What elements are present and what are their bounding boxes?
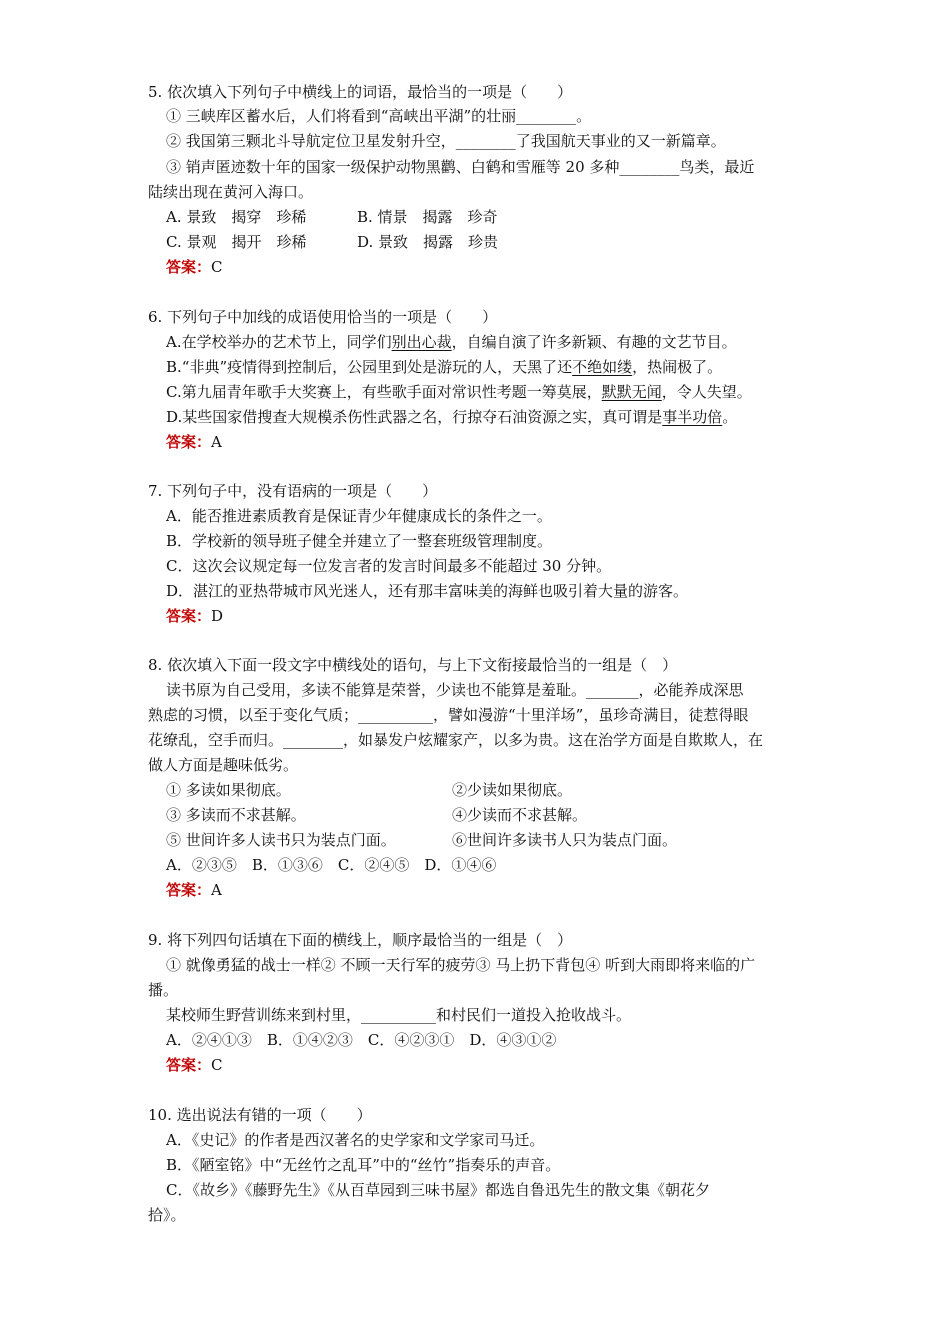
- q5-option-b: B. 情景 揭露 珍奇: [357, 208, 498, 226]
- q6-option-d-idiom: 事半功倍: [662, 408, 723, 426]
- q9-sentences-cont: 播。: [148, 981, 179, 999]
- q10-stem: 10. 选出说法有错的一项（ ）: [148, 1106, 372, 1124]
- q6-option-c-text-end: ，令人失望。: [661, 383, 752, 401]
- q5-answer: [166, 257, 223, 277]
- answer-label: 答案：: [166, 258, 212, 276]
- q5-option-c: C. 景观 揭开 珍稀: [166, 233, 307, 251]
- q6-option-b-text-end: ，热闹极了。: [632, 358, 723, 376]
- q8-choice-6: ⑥世间许多读书人只为装点门面。: [452, 831, 678, 849]
- q5-sentence-2: ② 我国第三颗北斗导航定位卫星发射升空，________了我国航天事业的又一新篇章。: [166, 132, 726, 150]
- q6-option-d-text: D.某些国家借搜查大规模杀伤性武器之名，行掠夺石油资源之实，真可谓是: [166, 408, 663, 426]
- q6-option-b-text: B.“非典”疫情得到控制后，公园里到处是游玩的人，天黑了还: [166, 358, 573, 376]
- answer-label: 答案：: [166, 433, 212, 451]
- q6-option-b-idiom: 不绝如缕: [572, 358, 633, 376]
- q6-option-a: [166, 332, 737, 352]
- q5-stem: 5. 依次填入下列句子中横线上的词语，最恰当的一项是（ ）: [148, 83, 573, 101]
- answer-label: 答案：: [166, 1056, 212, 1074]
- q7-answer: [166, 606, 223, 626]
- answer-label: 答案：: [166, 881, 212, 899]
- answer-value: C: [211, 258, 223, 276]
- q5-sentence-1: ① 三峡库区蓄水后，人们将看到“高峡出平湖”的壮丽________。: [166, 107, 592, 125]
- answer-value: C: [211, 1056, 223, 1074]
- q8-passage-line-2: 熟虑的习惯，以至于变化气质；__________，譬如漫游“十里洋场”，虽珍奇满目，徒惹得眼: [148, 706, 749, 724]
- q8-choice-2: ②少读如果彻底。: [452, 781, 573, 799]
- q5-sentence-3: ③ 销声匿迹数十年的国家一级保护动物黑鹳、白鹤和雪雁等 20 多种________鸟类，最近: [166, 158, 755, 176]
- q8-stem: 8. 依次填入下面一段文字中横线处的语句，与上下文衔接最恰当的一组是（ ）: [148, 656, 678, 674]
- q8-answer: [166, 880, 222, 900]
- q6-option-d-text-end: 。: [722, 408, 738, 426]
- q7-option-d: D．湛江的亚热带城市风光迷人，还有那丰富味美的海鲜也吸引着大量的游客。: [166, 582, 689, 600]
- q6-option-a-idiom: 别出心裁: [391, 333, 452, 351]
- q6-option-c-text: C.第九届青年歌手大奖赛上，有些歌手面对常识性考题一筹莫展，: [166, 383, 602, 401]
- q10-option-b: B．《陋室铭》中“无丝竹之乱耳”中的“丝竹”指奏乐的声音。: [166, 1156, 561, 1174]
- answer-value: A: [211, 881, 222, 899]
- q9-answer: [166, 1055, 223, 1075]
- q10-option-c-cont: 拾》。: [148, 1206, 186, 1224]
- q8-choice-4: ④少读而不求甚解。: [452, 806, 588, 824]
- q10-option-c: C．《故乡》《藤野先生》《从百草园到三味书屋》都选自鲁迅先生的散文集《朝花夕: [166, 1181, 710, 1199]
- q8-passage-line-1: 读书原为自己受用，多读不能算是荣誉，少读也不能算是羞耻。_______，必能养成深思: [166, 681, 744, 699]
- q9-sentences: ① 就像勇猛的战士一样② 不顾一天行军的疲劳③ 马上扔下背包④ 听到大雨即将来临的广: [166, 956, 756, 974]
- q8-passage-line-3: 花缭乱，空手而归。________，如暴发户炫耀家产，以多为贵。这在治学方面是自欺欺人，在: [148, 731, 764, 749]
- answer-label: 答案：: [166, 607, 212, 625]
- q9-options: A．②④①③ B．①④②③ C．④②③① D．④③①②: [166, 1031, 557, 1049]
- answer-value: D: [211, 607, 224, 625]
- q7-option-a: A．能否推进素质教育是保证青少年健康成长的条件之一。: [166, 507, 552, 525]
- q6-answer: [166, 432, 222, 452]
- q9-stem: 9. 将下列四句话填在下面的横线上，顺序最恰当的一组是（ ）: [148, 931, 573, 949]
- q8-choice-5: ⑤ 世间许多人读书只为装点门面。: [166, 831, 396, 849]
- q6-stem: 6. 下列句子中加线的成语使用恰当的一项是（ ）: [148, 308, 498, 326]
- q5-option-a: A. 景致 揭穿 珍稀: [166, 208, 307, 226]
- answer-value: A: [211, 433, 222, 451]
- q9-passage: 某校师生野营训练来到村里，__________和村民们一道投入抢收战斗。: [166, 1006, 632, 1024]
- q6-option-d: [166, 407, 737, 427]
- q6-option-b: [166, 357, 722, 377]
- q8-passage-line-4: 做人方面是趣味低劣。: [148, 756, 299, 774]
- q7-stem: 7. 下列句子中，没有语病的一项是（ ）: [148, 482, 438, 500]
- q10-option-a: A．《史记》的作者是西汉著名的史学家和文学家司马迁。: [166, 1131, 545, 1149]
- q6-option-c: [166, 382, 752, 402]
- q5-sentence-3-cont: 陆续出现在黄河入海口。: [148, 183, 314, 201]
- q8-options: A．②③⑤ B．①③⑥ C．②④⑤ D．①④⑥: [166, 856, 497, 874]
- q6-option-c-idiom: 默默无闻: [601, 383, 662, 401]
- q8-choice-1: ① 多读如果彻底。: [166, 781, 291, 799]
- q6-option-a-text-end: ，自编自演了许多新颖、有趣的文艺节目。: [451, 333, 737, 351]
- q5-option-d: D. 景致 揭露 珍贵: [357, 233, 499, 251]
- q7-option-c: C．这次会议规定每一位发言者的发言时间最多不能超过 30 分钟。: [166, 557, 612, 575]
- q7-option-b: B．学校新的领导班子健全并建立了一整套班级管理制度。: [166, 532, 553, 550]
- q6-option-a-text: A.在学校举办的艺术节上，同学们: [166, 333, 392, 351]
- q8-choice-3: ③ 多读而不求甚解。: [166, 806, 306, 824]
